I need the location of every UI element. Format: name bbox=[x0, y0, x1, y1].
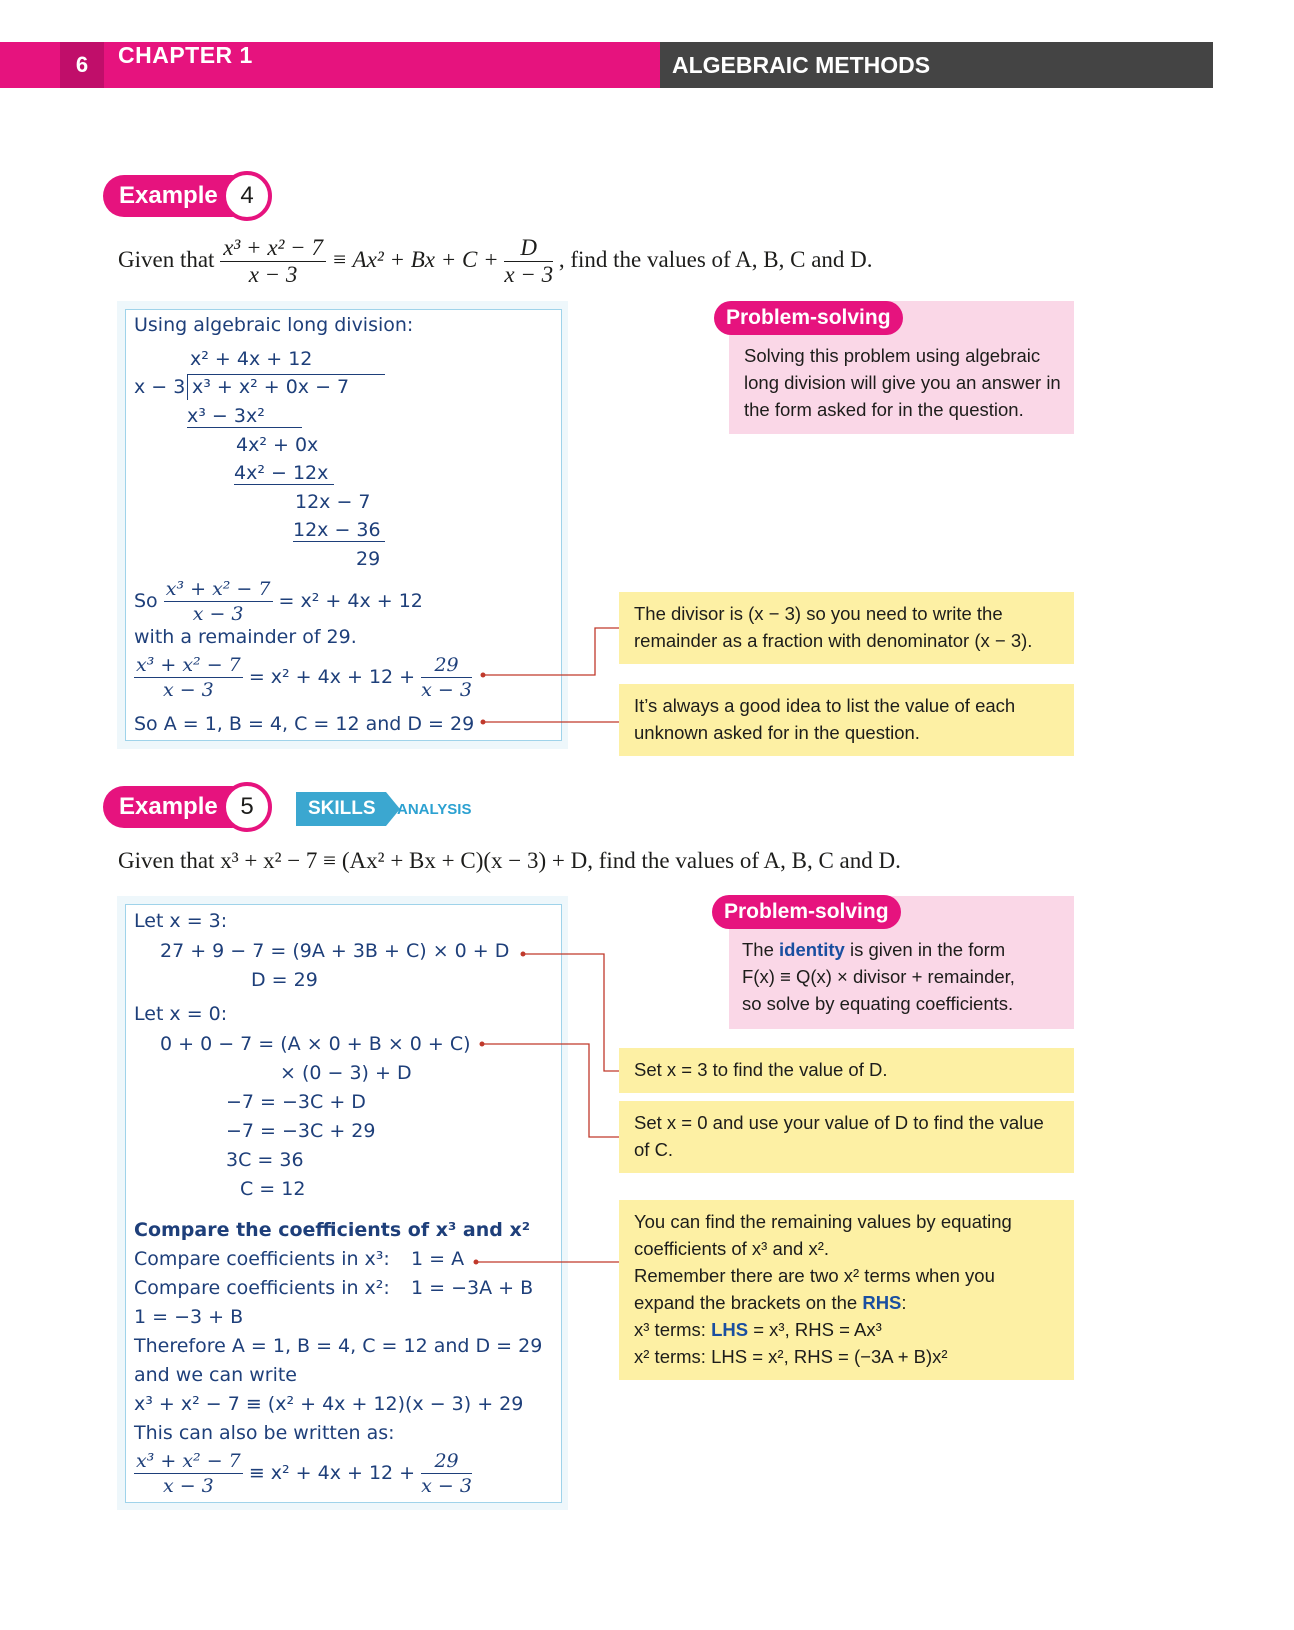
problem-solving-tag: Problem-solving bbox=[712, 895, 901, 929]
fraction-numerator: D bbox=[504, 235, 553, 262]
example-4-label: Example bbox=[103, 175, 253, 217]
chapter-title: CHAPTER 1 bbox=[118, 42, 253, 68]
fraction-denominator: x − 3 bbox=[248, 262, 298, 287]
solution-line: −7 = −3C + 29 bbox=[226, 1120, 376, 1142]
problem-solving-tag: Problem-solving bbox=[714, 301, 903, 335]
skills-analysis: ANALYSIS bbox=[397, 801, 472, 818]
note-set-x-3: Set x = 3 to find the value of D. bbox=[619, 1048, 1074, 1093]
solution-line: x³ + x² − 7 ≡ (x² + 4x + 12)(x − 3) + 29 bbox=[134, 1393, 524, 1415]
dividend: x³ + x² + 0x − 7 bbox=[192, 376, 350, 398]
compare-heading: Compare the coefficients of x³ and x² bbox=[134, 1219, 531, 1241]
fraction-denominator: x − 3 bbox=[192, 603, 244, 625]
note-keyword: LHS bbox=[711, 1319, 749, 1340]
solution-line: × (0 − 3) + D bbox=[280, 1062, 412, 1084]
compare-x2-value: 1 = −3A + B bbox=[411, 1277, 534, 1299]
question-text: Given that bbox=[118, 246, 215, 272]
solution-line: D = 29 bbox=[251, 969, 318, 991]
so-rhs: = x² + 4x + 12 bbox=[278, 590, 423, 612]
note-list-values: It’s always a good idea to list the value of each unknown asked for in the question. bbox=[619, 684, 1074, 756]
connector-line bbox=[523, 954, 619, 1071]
note-equating-coefficients: You can find the remaining values by equating coefficients of x³ and x². Remember there are two x² terms when you expand the brackets on the RHS: x³ terms: LHS = x³, RHS = Ax³ x² terms: LHS = x², RHS = (−3A + B)x² bbox=[619, 1200, 1074, 1380]
solution-line: 3C = 36 bbox=[226, 1149, 304, 1171]
compare-x2-label: Compare coefficients in x²: bbox=[134, 1277, 390, 1299]
ps-text: so solve by equating coefficients. bbox=[742, 993, 1014, 1014]
fraction-denominator: x − 3 bbox=[162, 1475, 214, 1497]
problem-solving-text: Solving this problem using algebraic long division will give you an answer in the form asked for in the question. bbox=[744, 345, 1061, 420]
connector-dot bbox=[480, 1042, 485, 1047]
fraction-numerator: x³ + x² − 7 bbox=[165, 578, 271, 600]
fraction-numerator: x³ + x² − 7 bbox=[220, 235, 326, 262]
final-mid: ≡ x² + 4x + 12 + bbox=[248, 1462, 416, 1484]
connector-dot bbox=[481, 673, 486, 678]
ps-text: is given in the form bbox=[849, 939, 1006, 960]
fraction-numerator: x³ + x² − 7 bbox=[136, 1450, 241, 1472]
connector-dot bbox=[481, 720, 486, 725]
solution-line: Therefore A = 1, B = 4, C = 12 and D = 29 bbox=[134, 1335, 543, 1357]
note-text: x² terms: LHS = x², RHS = (−3A + B)x² bbox=[634, 1346, 948, 1367]
final-values: So A = 1, B = 4, C = 12 and D = 29 bbox=[134, 713, 475, 735]
ps-keyword: identity bbox=[779, 939, 845, 960]
note-text: You can find the remaining values by equating coefficients of x³ and x². bbox=[634, 1211, 1012, 1259]
fraction-denominator: x − 3 bbox=[162, 679, 214, 701]
division-step: x³ − 3x² bbox=[187, 405, 302, 428]
let-x-0: Let x = 0: bbox=[134, 1003, 228, 1025]
ps-text: F(x) ≡ Q(x) × divisor + remainder, bbox=[742, 966, 1015, 987]
divisor: x − 3 bbox=[134, 376, 186, 398]
section-title: ALGEBRAIC METHODS bbox=[660, 42, 1213, 88]
let-x-3: Let x = 3: bbox=[134, 910, 228, 932]
fraction-numerator: x³ + x² − 7 bbox=[136, 654, 241, 676]
remainder-line: with a remainder of 29. bbox=[134, 626, 357, 648]
connector-line bbox=[483, 628, 619, 675]
question-tail: , find the values of A, B, C and D. bbox=[558, 246, 873, 272]
so-word: So bbox=[134, 590, 158, 612]
note-divisor: The divisor is (x − 3) so you need to write the remainder as a fraction with denominator (x − 3). bbox=[619, 592, 1074, 664]
note-text: Remember there are two x² terms when you expand the brackets on the bbox=[634, 1265, 995, 1313]
compare-x3-value: 1 = A bbox=[411, 1248, 465, 1270]
solution-line: −7 = −3C + D bbox=[226, 1091, 366, 1113]
ps-text: The bbox=[742, 939, 774, 960]
page-number: 6 bbox=[60, 42, 104, 88]
solution-line: 0 + 0 − 7 = (A × 0 + B × 0 + C) bbox=[160, 1033, 471, 1055]
skills-tag: SKILLS bbox=[296, 792, 386, 826]
solution-line: 27 + 9 − 7 = (9A + 3B + C) × 0 + D bbox=[160, 940, 510, 962]
connector-dot bbox=[474, 1260, 479, 1265]
example-5-label: Example bbox=[103, 786, 253, 828]
solution-line: 1 = −3 + B bbox=[134, 1306, 244, 1328]
division-step: 12x − 36 bbox=[293, 519, 385, 542]
division-step: 4x² + 0x bbox=[236, 434, 319, 456]
connector-line bbox=[482, 1044, 619, 1137]
fraction-numerator: 29 bbox=[421, 653, 472, 678]
solution-line: C = 12 bbox=[240, 1178, 306, 1200]
question-rhs: ≡ Ax² + Bx + C + bbox=[331, 246, 499, 272]
connector-dot bbox=[521, 952, 526, 957]
note-set-x-0: Set x = 0 and use your value of D to find the value of C. bbox=[619, 1101, 1074, 1173]
result-mid: = x² + 4x + 12 + bbox=[248, 666, 416, 688]
example-5-question: Given that x³ + x² − 7 ≡ (Ax² + Bx + C)(x − 3) + D, find the values of A, B, C and D. bbox=[118, 848, 901, 873]
solution-line: This can also be written as: bbox=[134, 1422, 395, 1444]
note-keyword: RHS bbox=[862, 1292, 902, 1313]
example-4-number: 4 bbox=[222, 171, 272, 221]
fraction-numerator: 29 bbox=[421, 1449, 472, 1474]
fraction-denominator: x − 3 bbox=[421, 1475, 472, 1497]
quotient: x² + 4x + 12 bbox=[190, 348, 313, 370]
division-step: 4x² − 12x bbox=[234, 462, 334, 485]
fraction-denominator: x − 3 bbox=[421, 679, 472, 701]
division-remainder: 29 bbox=[356, 548, 381, 570]
note-text: = x³, RHS = Ax³ bbox=[753, 1319, 882, 1340]
example-5-number: 5 bbox=[222, 782, 272, 832]
division-step: 12x − 7 bbox=[295, 491, 371, 513]
note-text: x³ terms: bbox=[634, 1319, 706, 1340]
solution-line: and we can write bbox=[134, 1364, 297, 1386]
solution-intro: Using algebraic long division: bbox=[134, 314, 414, 336]
compare-x3-label: Compare coefficients in x³: bbox=[134, 1248, 390, 1270]
fraction-denominator: x − 3 bbox=[504, 262, 554, 287]
